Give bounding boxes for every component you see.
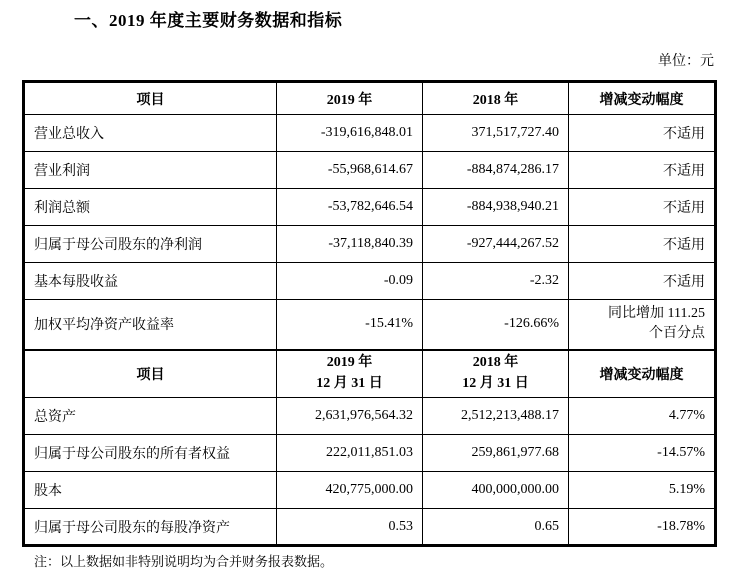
cell-2018-value: -884,938,940.21	[423, 189, 569, 226]
cell-item: 归属于母公司股东的每股净资产	[24, 509, 277, 546]
table-row	[24, 472, 716, 509]
cell-change: 不适用	[569, 152, 716, 189]
cell-change: 不适用	[569, 189, 716, 226]
cell-2019-value: 222,011,851.03	[277, 435, 423, 472]
table-row	[24, 435, 716, 472]
header-line-1: 2018 年	[472, 355, 519, 371]
table1-header-row	[24, 82, 716, 115]
table-row	[24, 263, 716, 300]
header-line-1: 2019 年	[326, 355, 373, 371]
cell-change: 不适用	[569, 115, 716, 152]
header-line-2: 12 月 31 日	[316, 375, 383, 391]
table1-header-change: 增减变动幅度	[569, 82, 716, 115]
cell-item: 基本每股收益	[24, 263, 277, 300]
unit-label: 单位：元	[658, 54, 714, 69]
cell-2018-value: -884,874,286.17	[423, 152, 569, 189]
table1-header-2019: 2019 年	[277, 82, 423, 115]
cell-item: 归属于母公司股东的净利润	[24, 226, 277, 263]
table2-header-row	[24, 350, 716, 398]
table-row	[24, 189, 716, 226]
cell-2019-value: 420,775,000.00	[277, 472, 423, 509]
cell-change: 5.19%	[569, 472, 716, 509]
cell-change: 不适用	[569, 226, 716, 263]
table2-header-2019	[277, 350, 423, 398]
cell-change: 4.77%	[569, 398, 716, 435]
cell-2018-value: -2.32	[423, 263, 569, 300]
cell-2018-value: 371,517,727.40	[423, 115, 569, 152]
table-row	[24, 152, 716, 189]
cell-2019-value: -37,118,840.39	[277, 226, 423, 263]
change-line-1: 同比增加 111.25	[608, 305, 705, 321]
cell-2018-value: 2,512,213,488.17	[423, 398, 569, 435]
table2-header-change: 增减变动幅度	[569, 350, 716, 398]
cell-item: 总资产	[24, 398, 277, 435]
financial-data-table	[22, 80, 717, 547]
table-row	[24, 509, 716, 546]
cell-2019-value: -55,968,614.67	[277, 152, 423, 189]
header-line-2: 12 月 31 日	[462, 375, 529, 391]
cell-2018-value: 0.65	[423, 509, 569, 546]
cell-item: 营业利润	[24, 152, 277, 189]
cell-2019-value: -0.09	[277, 263, 423, 300]
cell-item: 利润总额	[24, 189, 277, 226]
cell-2019-value: 0.53	[277, 509, 423, 546]
table-row	[24, 300, 716, 350]
cell-change: -14.57%	[569, 435, 716, 472]
page-title: 一、2019 年度主要财务数据和指标	[74, 11, 343, 30]
cell-2018-value: -927,444,267.52	[423, 226, 569, 263]
cell-2019-value: -319,616,848.01	[277, 115, 423, 152]
cell-item: 归属于母公司股东的所有者权益	[24, 435, 277, 472]
table-row	[24, 115, 716, 152]
table1-header-item: 项目	[24, 82, 277, 115]
cell-2019-value: 2,631,976,564.32	[277, 398, 423, 435]
table2-header-2018	[423, 350, 569, 398]
cell-item: 股本	[24, 472, 277, 509]
cell-change: 不适用	[569, 263, 716, 300]
footnote: 注：以上数据如非特别说明均为合并财务报表数据。	[34, 554, 334, 569]
cell-item: 营业总收入	[24, 115, 277, 152]
cell-change	[569, 300, 716, 350]
cell-item: 加权平均净资产收益率	[24, 300, 277, 350]
table-row	[24, 226, 716, 263]
cell-2019-value: -53,782,646.54	[277, 189, 423, 226]
change-line-2: 个百分点	[649, 326, 705, 342]
table-row	[24, 398, 716, 435]
cell-2018-value: -126.66%	[423, 300, 569, 350]
table1-header-2018: 2018 年	[423, 82, 569, 115]
cell-2018-value: 400,000,000.00	[423, 472, 569, 509]
cell-2019-value: -15.41%	[277, 300, 423, 350]
cell-2018-value: 259,861,977.68	[423, 435, 569, 472]
table2-header-item: 项目	[24, 350, 277, 398]
cell-change: -18.78%	[569, 509, 716, 546]
